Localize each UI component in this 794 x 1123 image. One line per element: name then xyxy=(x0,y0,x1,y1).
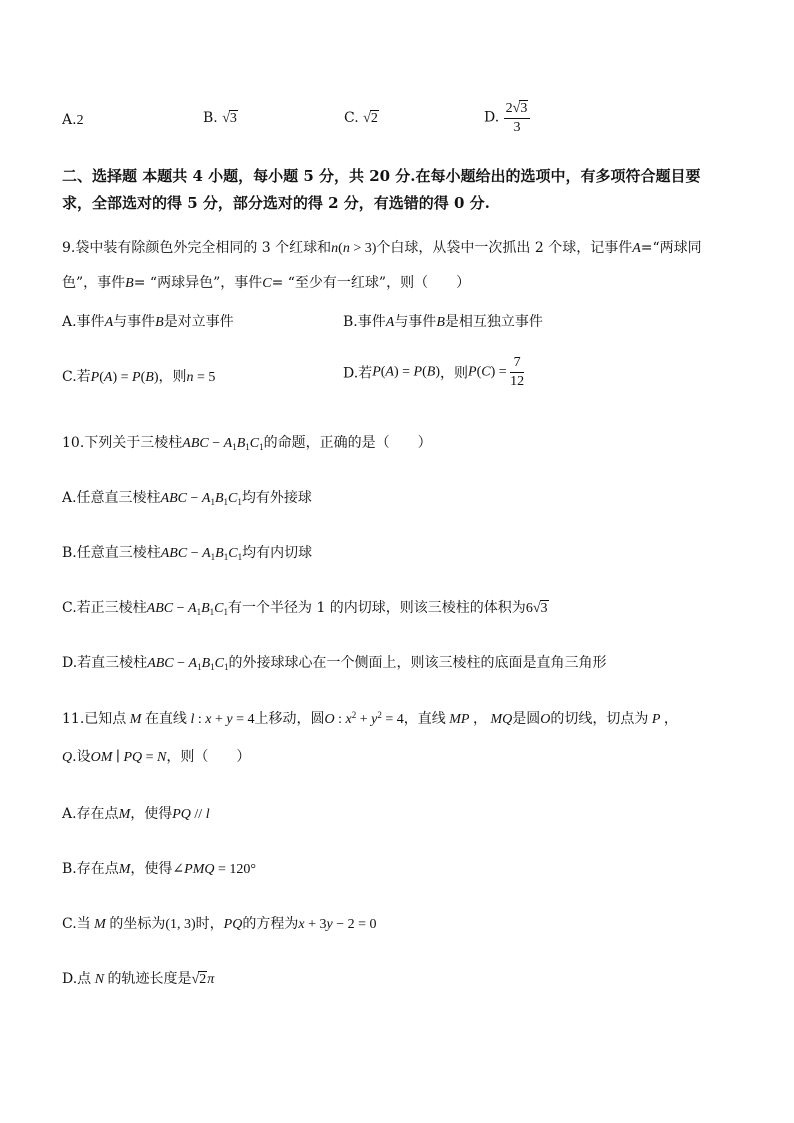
q11-text: ，使得 xyxy=(130,861,173,877)
q8-a-label: A. xyxy=(62,112,77,128)
q10-stem xyxy=(62,432,432,452)
q9-option-c xyxy=(62,366,215,386)
q9-text: = “至少有一红球”，则（ ） xyxy=(271,275,471,291)
q11-text: ，直线 xyxy=(403,711,446,727)
q8-d-den: 3 xyxy=(513,120,521,136)
math: Q xyxy=(62,750,73,765)
sqrt-sign: √ xyxy=(222,111,230,126)
math: O xyxy=(324,712,335,727)
math: l xyxy=(205,807,210,822)
sqrt-sign: √ xyxy=(363,111,371,126)
q8-c-value: 2 xyxy=(370,111,378,126)
q8-option-d xyxy=(484,100,530,135)
q11-text: 的方程为 xyxy=(242,916,299,932)
math: OM xyxy=(90,750,113,765)
math: ) xyxy=(435,364,441,380)
q9-text: 是相互独立事件 xyxy=(444,314,543,330)
math: 2 xyxy=(199,972,207,987)
math: = 5 xyxy=(193,370,216,385)
section2-line2: 求，全部选对的得 5 分，部分选对的得 2 分，有选错的得 0 分. xyxy=(62,194,490,212)
q9-stem-line1 xyxy=(62,237,702,257)
q11-text: C.当 xyxy=(62,916,91,932)
math: PQ xyxy=(172,807,191,822)
math: ， xyxy=(660,712,678,727)
math: ∣ xyxy=(112,750,124,765)
q9-d-den: 12 xyxy=(510,374,525,389)
math: n xyxy=(186,370,194,385)
math: P xyxy=(90,370,100,385)
q10-text: A.任意直三棱柱 xyxy=(62,490,161,506)
math: n xyxy=(342,241,350,256)
math: P xyxy=(413,364,423,380)
math: − xyxy=(173,656,189,671)
math: = xyxy=(142,750,158,765)
math: : xyxy=(194,712,206,727)
math: ) = xyxy=(393,364,414,380)
q11-text: 时， xyxy=(195,916,224,932)
q9-text: =“两球同 xyxy=(640,240,702,256)
math: − xyxy=(187,491,202,506)
math: N xyxy=(157,750,167,765)
math: MP xyxy=(445,712,470,727)
q11-text: .设 xyxy=(72,749,91,765)
q11-text: 的轨迹长度是 xyxy=(107,971,192,987)
q9-text: 色”，事件 xyxy=(62,275,126,291)
section2-line1: 二、选择题 本题共 4 小题，每小题 5 分，共 20 分.在每小题给出的选项中，有多项符合题目要 xyxy=(62,167,701,185)
math: y xyxy=(226,712,233,727)
q11-text: 的切线，切点为 xyxy=(550,711,649,727)
math: C xyxy=(262,276,272,291)
math: A xyxy=(385,364,394,380)
math: A xyxy=(385,315,395,330)
q11-option-b xyxy=(62,858,256,878)
math: ABC xyxy=(146,601,174,616)
q9-text: B.事件 xyxy=(343,314,386,330)
math: ( xyxy=(476,364,482,380)
math: + xyxy=(211,712,227,727)
math: n xyxy=(331,241,339,256)
q9-text: 9.袋中装有除颜色外完全相同的 3 个红球和 xyxy=(62,240,332,256)
math: 6√ xyxy=(525,601,541,616)
q9-text: A.事件 xyxy=(62,314,105,330)
q9-text: ，则 xyxy=(440,365,469,382)
math: $A_1B_1C_1$ xyxy=(202,546,243,562)
q9-text: 与事件 xyxy=(394,314,437,330)
q9-text: = “两球异色”，事件 xyxy=(133,275,263,291)
math: ( xyxy=(140,370,146,385)
math: ) xyxy=(153,370,159,385)
q11-text: 在直线 xyxy=(144,711,187,727)
q10-option-c xyxy=(62,597,549,617)
math: P xyxy=(372,364,381,380)
math: ( xyxy=(422,364,427,380)
q9-text: ，则 xyxy=(158,369,187,385)
q11-stem-line2 xyxy=(62,746,250,766)
math: = 120° xyxy=(214,862,256,877)
math: ( xyxy=(380,364,386,380)
math: MQ xyxy=(490,712,513,727)
q8-option-b xyxy=(203,110,238,127)
q8-d-num: 3 xyxy=(520,101,528,116)
q10-text: D.若直三棱柱 xyxy=(62,655,148,671)
q8-d-coef: 2 xyxy=(505,101,513,116)
q10-text: 的外接球球心在一个侧面上，则该三棱柱的底面是直角三角形 xyxy=(228,655,607,671)
q11-text: 11.已知点 xyxy=(62,711,127,727)
math: C xyxy=(481,364,491,380)
q11-text: 上移动，圆 xyxy=(254,711,325,727)
math: ( xyxy=(99,370,104,385)
math: M xyxy=(118,862,131,877)
q9-stem-line2 xyxy=(62,272,470,292)
math: // xyxy=(190,807,206,822)
math: P xyxy=(648,712,661,727)
math: O xyxy=(540,712,551,727)
math: ) = xyxy=(112,370,133,385)
math: y xyxy=(326,917,333,932)
math: P xyxy=(132,370,141,385)
q11-text: 的坐标为 xyxy=(109,916,166,932)
math: ， xyxy=(469,712,491,727)
q11-text: A.存在点 xyxy=(62,806,119,822)
math: x xyxy=(298,917,305,932)
q9-option-b xyxy=(343,311,543,331)
math: + 3 xyxy=(304,917,327,932)
q9-option-d xyxy=(343,356,524,389)
math: P xyxy=(468,364,477,380)
math: B xyxy=(145,370,154,385)
q10-option-a xyxy=(62,487,312,507)
q11-text: ，则（ ） xyxy=(166,749,251,765)
math: ABC xyxy=(182,436,209,451)
q10-text: C.若正三棱柱 xyxy=(62,600,147,616)
math: > 3) xyxy=(349,241,377,256)
math: 2 xyxy=(377,710,382,720)
math: ∠ xyxy=(172,862,185,877)
q8-d-fraction: $\frac{2√3}{3}$ xyxy=(504,100,531,135)
q11-text: 是圆 xyxy=(512,711,541,727)
math: ) = xyxy=(490,364,511,380)
q11-option-d xyxy=(62,968,214,988)
q10-text: 均有内切球 xyxy=(242,545,313,561)
math: $A_1B_1C_1$ xyxy=(223,436,264,452)
q9-text: C.若 xyxy=(62,369,91,385)
math: PQ xyxy=(223,917,243,932)
math: $A_1B_1C_1$ xyxy=(188,656,229,672)
math: A xyxy=(632,241,641,256)
q9-d-num: 7 xyxy=(510,356,524,373)
q9-d-fraction xyxy=(510,356,524,389)
q11-text: D.点 xyxy=(62,971,92,987)
math: − xyxy=(187,546,203,561)
math: ABC xyxy=(160,491,188,506)
math: B xyxy=(125,276,134,291)
q10-text: 的命题，正确的是（ ） xyxy=(263,435,432,451)
math: l xyxy=(186,712,195,727)
q8-b-label: B. xyxy=(203,110,218,126)
math: B xyxy=(426,364,436,380)
math: + xyxy=(356,712,372,727)
math: : xyxy=(334,712,346,727)
q10-text: 均有外接球 xyxy=(241,490,312,506)
q11-option-c xyxy=(62,913,376,933)
math: ABC xyxy=(160,546,188,561)
q10-text: 10.下列关于三棱柱 xyxy=(62,435,183,451)
q8-d-label: D. xyxy=(484,109,500,126)
math: π xyxy=(207,972,215,987)
q11-stem-line1 xyxy=(62,708,678,728)
math: B xyxy=(155,315,164,330)
q11-text: B.存在点 xyxy=(62,861,119,877)
math: √ xyxy=(191,972,200,987)
math: ABC xyxy=(147,656,174,671)
math: − xyxy=(173,601,189,616)
math: B xyxy=(436,315,445,330)
math: = 4 xyxy=(381,712,404,727)
math: M xyxy=(118,807,131,822)
math: (1, 3) xyxy=(165,917,196,932)
math: N xyxy=(91,972,108,987)
math: 2 xyxy=(351,710,357,720)
q9-text: D.若 xyxy=(343,365,373,382)
math: x xyxy=(205,712,212,727)
q10-text: B.任意直三棱柱 xyxy=(62,545,161,561)
math: − xyxy=(208,436,224,451)
q9-option-a xyxy=(62,311,234,331)
q9-text: 与事件 xyxy=(113,314,156,330)
math: $A_1B_1C_1$ xyxy=(188,601,228,617)
math: x xyxy=(345,712,352,727)
q11-text: ，使得 xyxy=(130,806,173,822)
math: ( xyxy=(338,241,343,256)
math: 3 xyxy=(540,601,548,616)
q8-a-value: 2 xyxy=(76,113,84,128)
q9-text: 是对立事件 xyxy=(163,314,234,330)
q8-option-a xyxy=(62,112,84,129)
q9-text: 个白球，从袋中一次抓出 2 个球，记事件 xyxy=(376,240,633,256)
math: $A_1B_1C_1$ xyxy=(201,491,242,507)
q10-option-b xyxy=(62,542,312,562)
math: A xyxy=(104,315,114,330)
q11-option-a xyxy=(62,803,210,823)
q8-option-c xyxy=(344,110,379,127)
math: A xyxy=(103,370,113,385)
math: − 2 = 0 xyxy=(332,917,377,932)
math: M xyxy=(126,712,145,727)
q8-b-value: 3 xyxy=(229,111,237,126)
math: PMQ xyxy=(184,862,215,877)
q10-text: 有一个半径为 1 的内切球，则该三棱柱的体积为 xyxy=(228,600,526,616)
q8-c-label: C. xyxy=(344,110,359,126)
math: = 4 xyxy=(232,712,255,727)
math: PQ xyxy=(123,750,143,765)
math: y xyxy=(371,712,378,727)
q10-option-d xyxy=(62,652,607,672)
math: M xyxy=(90,917,110,932)
